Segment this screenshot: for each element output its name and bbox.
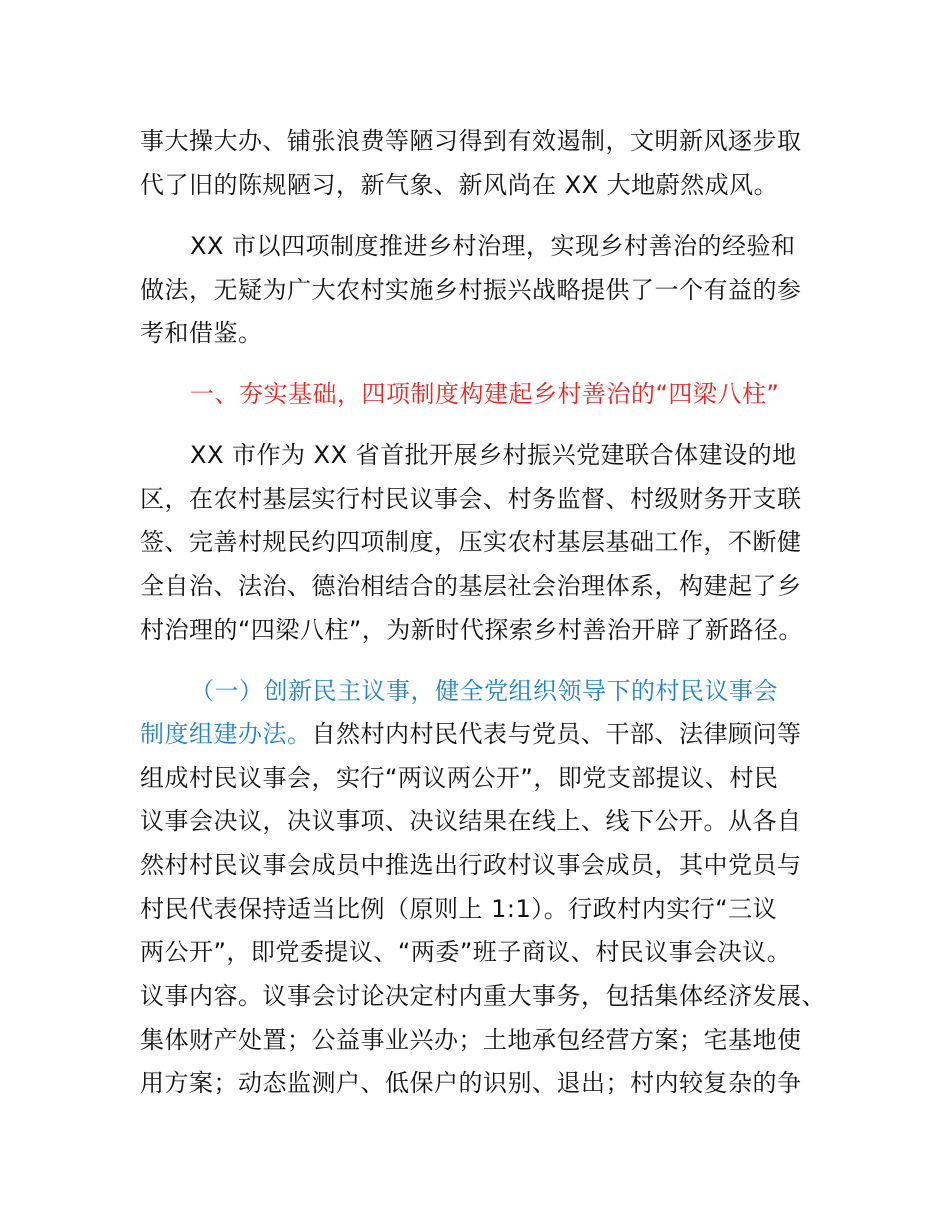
text-line: 村民代表保持适当比例（原则上 1:1）。行政村内实行“三议 [140,895,778,923]
text-line: 考和借鉴。 [140,319,263,347]
section-heading: 一、夯实基础，四项制度构建起乡村善治的“四梁八柱” [190,380,780,408]
subsection-heading-line [140,719,802,749]
paragraph-first-line: XX 市以四项制度推进乡村治理，实现乡村善治的经验和 [190,232,796,260]
text-line: 村治理的“四梁八柱”，为新时代探索乡村善治开辟了新路径。 [140,616,803,644]
text-line: 做法，无疑为广大农村实施乡村振兴战略提供了一个有益的参 [140,276,802,304]
text-line: 议事会决议，决议事项、决议结果在线上、线下公开。从各自 [140,807,802,835]
subsection-heading: （一）创新民主议事，健全党组织领导下的村民议事会 [190,677,778,705]
text-line: 代了旧的陈规陋习，新气象、新风尚在 XX 大地蔚然成风。 [140,171,779,199]
text-line: 签、完善村规民约四项制度，压实农村基层基础工作，不断健 [140,528,802,556]
text-line: 组成村民议事会，实行“两议两公开”，即党支部提议、村民 [140,764,779,792]
text-line: 事大操大办、铺张浪费等陋习得到有效遏制，文明新风逐步取 [140,127,802,155]
text-line: 议事内容。议事会讨论决定村内重大事务，包括集体经济发展、 [140,982,826,1010]
paragraph-first-line: XX 市作为 XX 省首批开展乡村振兴党建联合体建设的地 [190,441,797,469]
text-line: 然村村民议事会成员中推选出行政村议事会成员，其中党员与 [140,851,802,879]
subsection-heading-end: 制度组建办法。 [140,720,312,748]
text-line: 集体财产处置；公益事业兴办；土地承包经营方案；宅基地使 [140,1026,802,1054]
text-line: 两公开”，即党委提议、“两委”班子商议、村民议事会决议。 [140,938,792,966]
text-line: 全自治、法治、德治相结合的基层社会治理体系，构建起了乡 [140,572,802,600]
text-line: 用方案；动态监测户、低保户的识别、退出；村内较复杂的争 [140,1069,802,1097]
text-span: 自然村内村民代表与党员、干部、法律顾问等 [311,720,802,748]
text-line: 区，在农村基层实行村民议事会、村务监督、村级财务开支联 [140,485,802,513]
